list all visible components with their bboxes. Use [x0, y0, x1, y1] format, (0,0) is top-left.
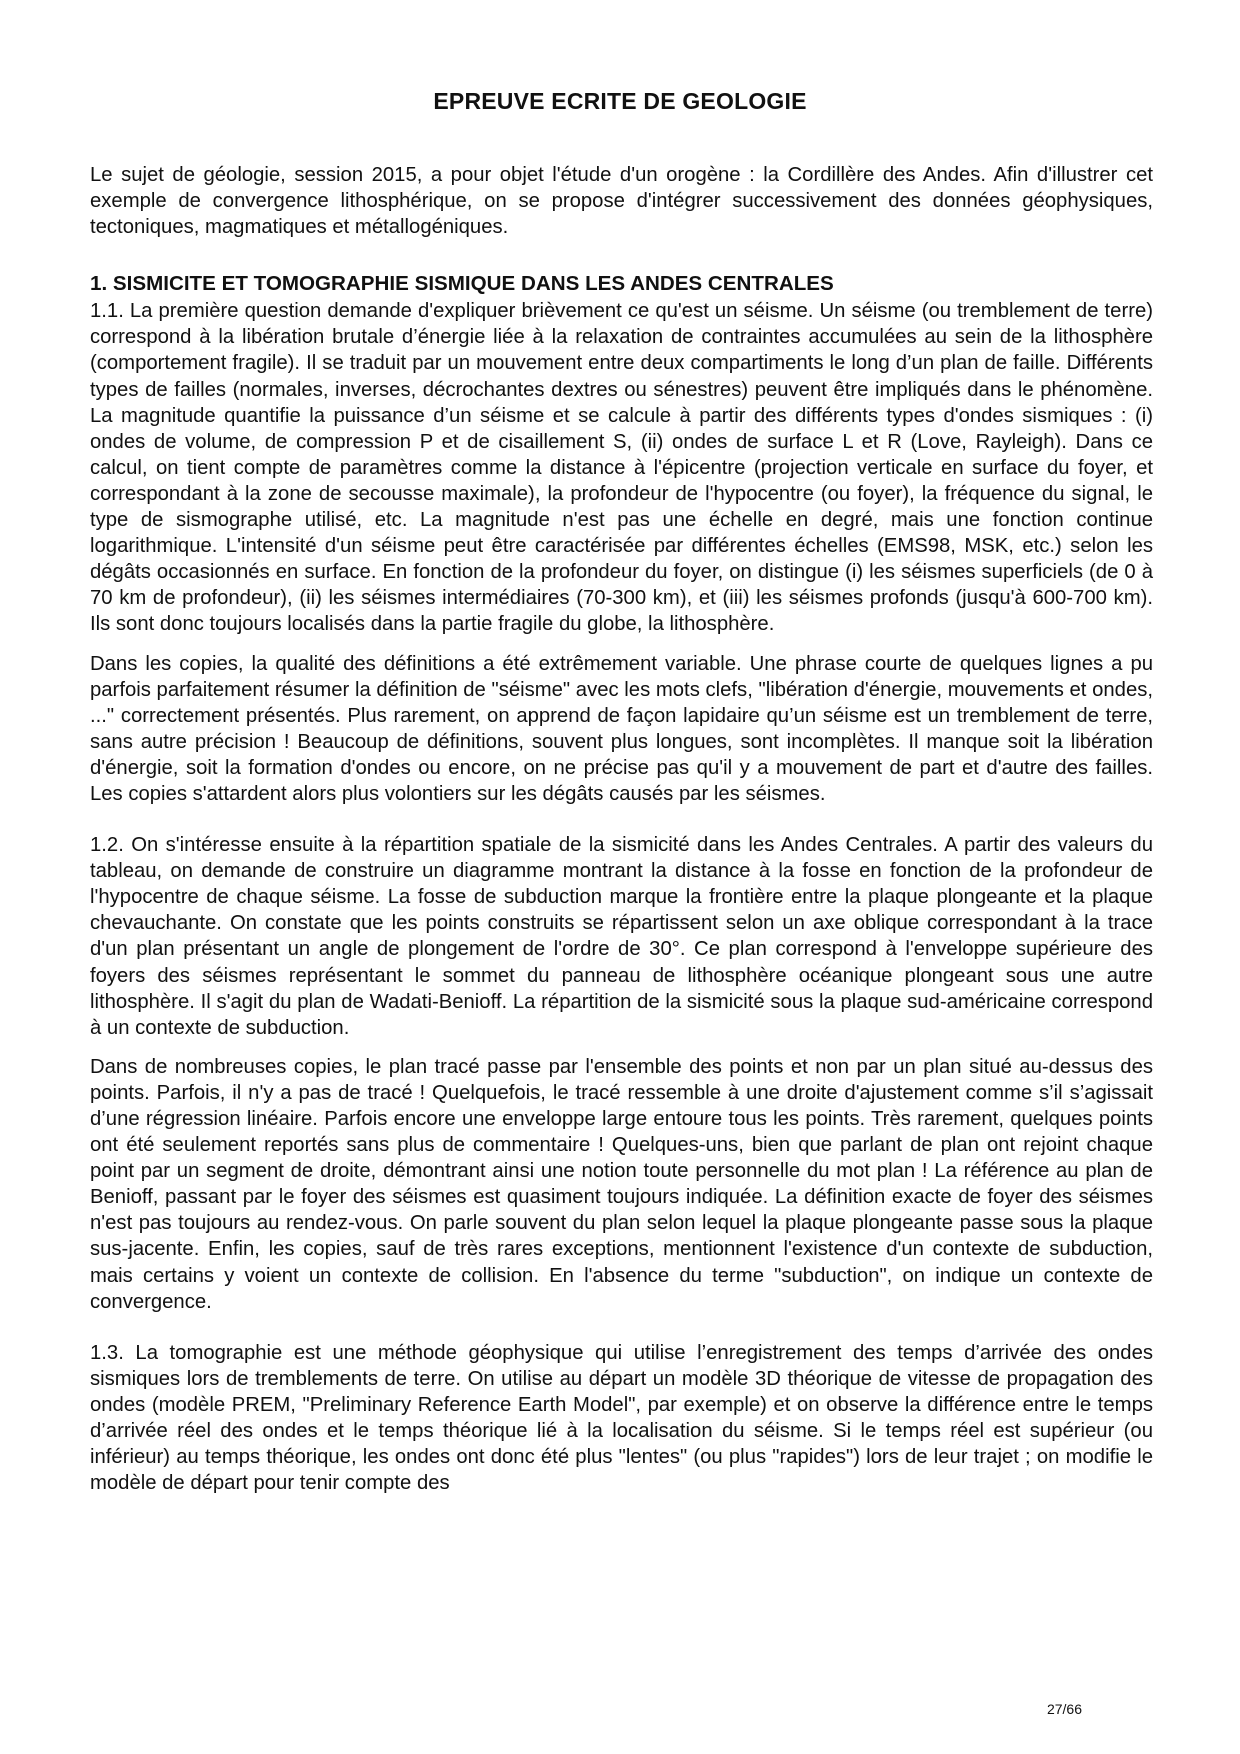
paragraph-1-1: 1.1. La première question demande d'expliquer brièvement ce qu'est un séisme. Un séisme (ou tremblement de terre) correspond à la libération brutale d’énergie liée à la relaxation de contraintes accumulées au sein de la lithosphère (comportement fragile). Il se traduit par un mouvement entre deux compartiments le long d’un plan de faille. Différents types de failles (normales, inverses, décrochantes dextres ou sénestres) peuvent être impliqués dans le phénomène. La magnitude quantifie la puissance d’un séisme et se calcule à partir des différents types d'ondes sismiques : (i) ondes de volume, de compression P et de cisaillement S, (ii) ondes de surface L et R (Love, Rayleigh). Dans ce calcul, on tient compte de paramètres comme la distance à l'épicentre (projection verticale en surface du foyer, et correspondant à la zone de secousse maximale), la profondeur de l'hypocentre (ou foyer), la fréquence du signal, le type de sismographe utilisé, etc. La magnitude n'est pas une échelle en degré, mais une fonction continue logarithmique. L'intensité d'un séisme peut être caractérisée par différentes échelles (EMS98, MSK, etc.) selon les dégâts occasionnés en surface. En fonction de la profondeur du foyer, on distingue (i) les séismes superficiels (de 0 à 70 km de profondeur), (ii) les séismes intermédiaires (70-300 km), et (iii) les séismes profonds (jusqu'à 600-700 km). Ils sont donc toujours localisés dans la partie fragile du globe, la lithosphère.: [90, 300, 1153, 636]
document-body: [90, 162, 1153, 1496]
paragraph-copies-plan: Dans de nombreuses copies, le plan tracé passe par l'ensemble des points et non par un plan situé au-dessus des points. Parfois, il n'y a pas de tracé ! Quelquefois, le tracé ressemble à une droite d'ajustement comme s’il s’agissait d’une régression linéaire. Parfois encore une enveloppe large entoure tous les points. Très rarement, quelques points ont été seulement reportés sans plus de commentaire ! Quelques-uns, bien que parlant de plan ont rejoint chaque point par un segment de droite, démontrant ainsi une notion toute personnelle du mot plan ! La référence au plan de Benioff, passant par le foyer des séismes est quasiment toujours indiquée. La définition exacte de foyer des séismes n'est pas toujours au rendez-vous. On parle souvent du plan selon lequel la plaque plongeante passe sous la plaque sus-jacente. Enfin, les copies, sauf de très rares exceptions, mentionnent l'existence d'un contexte de subduction, mais certains y voient un contexte de collision. En l'absence du terme "subduction", on indique un contexte de convergence.: [90, 1055, 1153, 1313]
page-number: 27/66: [1046, 1701, 1082, 1717]
paragraph-1-2: 1.2. On s'intéresse ensuite à la répartition spatiale de la sismicité dans les Andes Centrales. A partir des valeurs du tableau, on demande de construire un diagramme montrant la distance à la fosse en fonction de la profondeur de l'hypocentre de chaque séisme. La fosse de subduction marque la frontière entre la plaque plongeante et la plaque chevauchante. On constate que les points construits se répartissent selon un axe oblique correspondant à la trace d'un plan présentant un angle de plongement de l'ordre de 30°. Ce plan correspond à l'enveloppe supérieure des foyers des séismes représentant le sommet du panneau de lithosphère océanique plongeant sous une autre lithosphère. Il s'agit du plan de Wadati-Benioff. La répartition de la sismicité sous la plaque sud-américaine correspond à un contexte de subduction.: [90, 834, 1153, 1039]
document-title: EPREUVE ECRITE DE GEOLOGIE: [433, 88, 807, 114]
paragraph-copies-definitions: Dans les copies, la qualité des définitions a été extrêmement variable. Une phrase courte de quelques lignes a pu parfois parfaitement résumer la définition de "séisme" avec les mots clefs, "libération d'énergie, mouvements et ondes, ..." correctement présentés. Plus rarement, on apprend de façon lapidaire qu’un séisme est un tremblement de terre, sans autre précision ! Beaucoup de définitions, souvent plus longues, sont incomplètes. Il manque soit la libération d'énergie, soit la formation d'ondes ou encore, on ne précise pas qu'il y a mouvement de part et d'autre des failles. Les copies s'attardent alors plus volontiers sur les dégâts causés par les séismes.: [90, 652, 1153, 805]
section-heading: 1. SISMICITE ET TOMOGRAPHIE SISMIQUE DANS LES ANDES CENTRALES: [90, 272, 834, 296]
intro-paragraph: Le sujet de géologie, session 2015, a pour objet l'étude d'un orogène : la Cordillère des Andes. Afin d'illustrer cet exemple de convergence lithosphérique, on se propose d'intégrer successivement des données géophysiques, tectoniques, magmatiques et métallogéniques.: [90, 164, 1153, 239]
paragraph-1-3: 1.3. La tomographie est une méthode géophysique qui utilise l’enregistrement des temps d’arrivée des ondes sismiques lors de tremblements de terre. On utilise au départ un modèle 3D théorique de vitesse de propagation des ondes (modèle PREM, "Preliminary Reference Earth Model", par exemple) et on observe la différence entre le temps d’arrivée réel des ondes et le temps théorique lié à la localisation du séisme. Si le temps réel est supérieur (ou inférieur) au temps théorique, les ondes ont donc été plus "lentes" (ou plus "rapides") lors de leur trajet ; on modifie le modèle de départ pour tenir compte des: [90, 1341, 1153, 1495]
